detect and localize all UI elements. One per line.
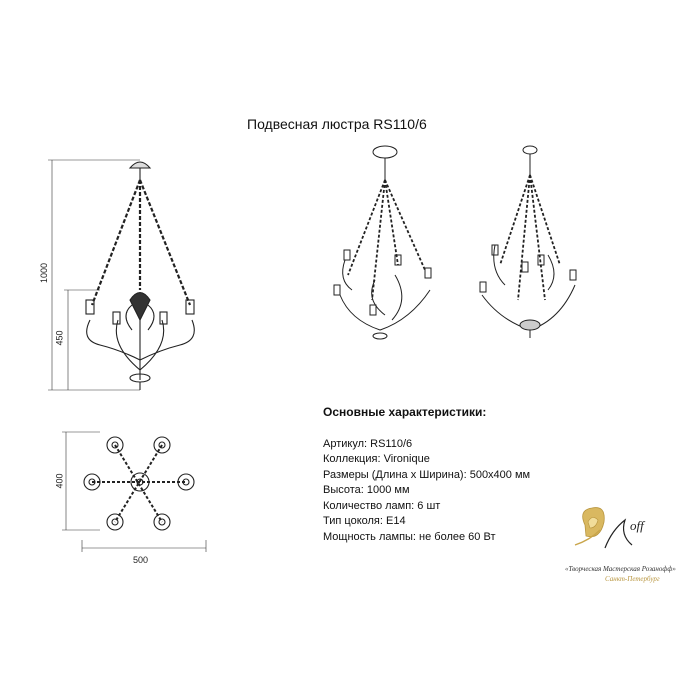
- dimension-height-body: 450: [54, 330, 65, 346]
- perspective-view-2: [480, 146, 576, 338]
- dimension-height-total: 1000: [39, 262, 50, 284]
- front-view-chandelier: [86, 162, 194, 390]
- spec-lamp-count: Количество ламп: 6 шт: [323, 499, 441, 512]
- brand-rose-logo: [575, 508, 632, 548]
- spec-size: Размеры (Длина х Ширина): 500х400 мм: [323, 468, 531, 481]
- brand-logo-text: off: [630, 518, 644, 533]
- brand-name: «Творческая Мастерская Розанофф»: [565, 565, 676, 573]
- dimension-width-bottom: 500: [133, 555, 149, 565]
- spec-collection: Коллекция: Vironique: [323, 453, 430, 465]
- specs-heading: Основные характеристики:: [323, 405, 487, 419]
- specifications-block: [323, 405, 530, 545]
- spec-socket-type: Тип цоколя: E14: [323, 515, 406, 527]
- brand-city: Санкт-Петербург: [605, 575, 660, 583]
- perspective-view-1: [334, 146, 431, 339]
- page-title: Подвесная люстра RS110/6: [247, 116, 427, 132]
- spec-height: Высота: 1000 мм: [323, 484, 410, 496]
- top-view-chandelier: [84, 437, 194, 530]
- top-dimension-lines: [62, 432, 206, 552]
- spec-article: Артикул: RS110/6: [323, 437, 413, 450]
- spec-lamp-power: Мощность лампы: не более 60 Вт: [323, 530, 496, 543]
- dimension-width-top: 400: [54, 473, 65, 489]
